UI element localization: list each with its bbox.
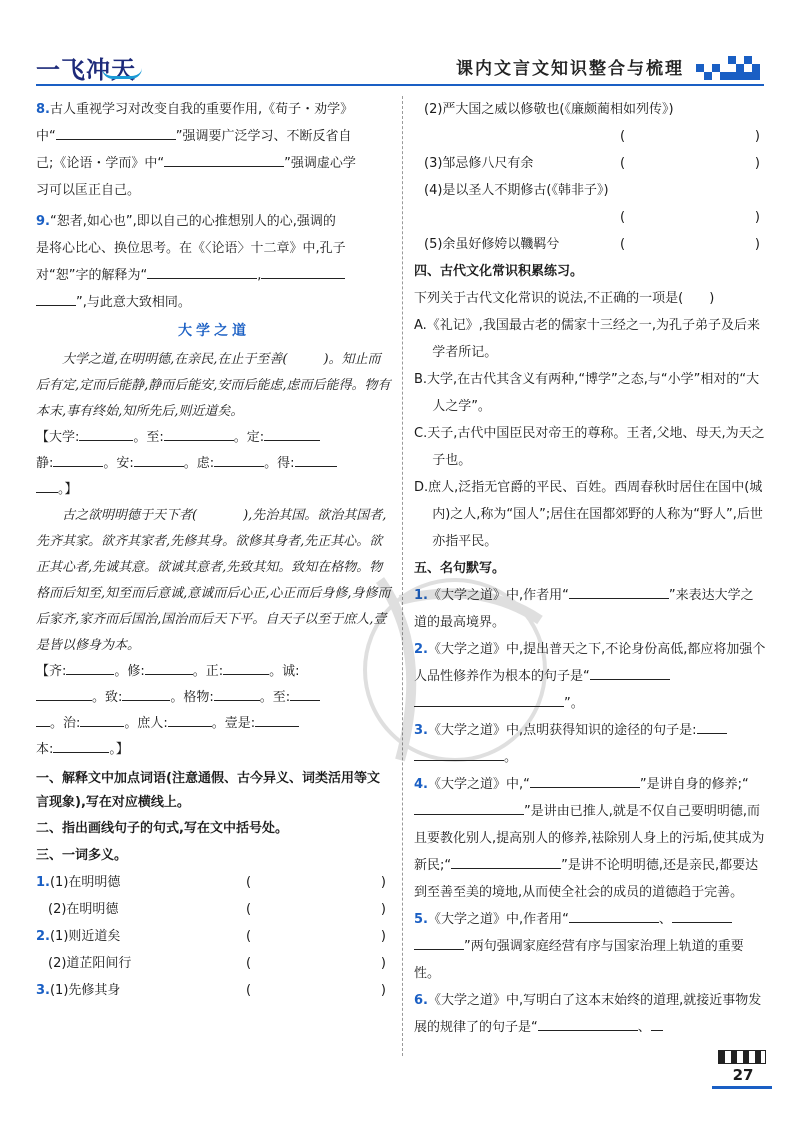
answer-blank[interactable] bbox=[414, 935, 464, 950]
answer-parens[interactable]: ( ) bbox=[620, 210, 760, 225]
answer-blank[interactable] bbox=[80, 712, 124, 727]
classical-text-1: 大学之道,在明明德,在亲民,在止于至善( )。知止而后有定,定而后能静,静而后能安,安而后能虑,虑而后能得。物有本末,事有终始,知所先后,则近道矣。 bbox=[36, 352, 391, 419]
answer-blank[interactable] bbox=[295, 452, 337, 467]
section-title: 大学之道 bbox=[178, 323, 250, 339]
answer-blank[interactable] bbox=[134, 452, 184, 467]
answer-row bbox=[414, 204, 766, 231]
question-8: 8.古人重视学习对改变自我的重要作用,《荀子・劝学》 中“ ”强调要广泛学习、不断反省自 己;《论语・学而》中“ ”强调虚心学 习可以匡正自己。 bbox=[36, 102, 356, 198]
answer-blank[interactable] bbox=[164, 152, 284, 167]
answer-blank[interactable] bbox=[53, 452, 103, 467]
answer-blank[interactable] bbox=[651, 1016, 663, 1031]
polysemy-item: (4)是以圣人不期修古(《韩非子》) bbox=[424, 183, 609, 198]
task-1: 一、解释文中加点词语(注意通假、古今异义、词类活用等文言现象),写在对应横线上。 bbox=[36, 771, 380, 810]
recite-4: 4.《大学之道》中,“ ”是讲自身的修养;“”是讲由已推人,就是不仅自己要明明德,而且要教化别人,提高别人的修养,袪除别人身上的污垢,使其成为新民;“ ”是讲不论明明德,还是亲民,都要达到至善至美的境地,从而使全社会的成员的道德趋于完善。 bbox=[414, 771, 766, 906]
answer-blank[interactable] bbox=[36, 686, 92, 701]
answer-blank[interactable] bbox=[672, 908, 732, 923]
checkered-flag-icon bbox=[718, 1050, 766, 1064]
option-d[interactable]: D.庶人,泛指无官爵的平民、百姓。西周春秋时居住在国中(城内)之人,称为“国人”;居住在国都郊野的人称为“野人”,后世亦指平民。 bbox=[414, 480, 763, 549]
answer-blank[interactable] bbox=[168, 712, 212, 727]
answer-blank[interactable] bbox=[255, 712, 299, 727]
answer-blank[interactable] bbox=[122, 686, 170, 701]
recite-2: 2.《大学之道》中,提出普天之下,不论身份高低,都应将加强个人品性修养作为根本的句子是“ ”。 bbox=[414, 642, 766, 711]
answer-blank[interactable] bbox=[36, 291, 76, 306]
answer-blank[interactable] bbox=[290, 686, 320, 701]
left-column bbox=[36, 96, 392, 1004]
watermark-logo-icon bbox=[340, 560, 570, 780]
task-4: 四、古代文化常识积累练习。 bbox=[414, 264, 584, 279]
answer-blank[interactable] bbox=[451, 854, 561, 869]
polysemy-item: (5)余虽好修姱以鞿羁兮 ( ) bbox=[414, 231, 766, 258]
gloss-line-1: 【大学: 。至: 。定: 静: 。安: 。虑: 。得: 。】 bbox=[36, 425, 392, 503]
answer-blank[interactable] bbox=[261, 264, 345, 279]
answer-blank[interactable] bbox=[36, 712, 50, 727]
answer-blank[interactable] bbox=[53, 738, 109, 753]
recite-6: 6.《大学之道》中,写明白了这本末始终的道理,就接近事物发展的规律了的句子是“ 、 bbox=[414, 993, 762, 1035]
answer-blank[interactable] bbox=[538, 1016, 638, 1031]
polysemy-item: (3)邹忌修八尺有余 ( ) bbox=[414, 150, 766, 177]
answer-parens[interactable]: ( ) bbox=[246, 902, 386, 917]
answer-parens[interactable]: ( ) bbox=[246, 875, 386, 890]
answer-blank[interactable] bbox=[697, 719, 727, 734]
answer-blank[interactable] bbox=[147, 264, 257, 279]
polysemy-item: (2)严大国之威以修敬也(《廉颇蔺相如列传》) bbox=[424, 102, 674, 117]
answer-parens[interactable]: ( ) bbox=[246, 956, 386, 971]
answer-parens[interactable]: ( ) bbox=[246, 929, 386, 944]
answer-blank[interactable] bbox=[569, 584, 669, 599]
option-b[interactable]: B.大学,在古代其含义有两种,“博学”之态,与“小学”相对的“大人之学”。 bbox=[414, 372, 760, 414]
answer-parens[interactable]: ( ) bbox=[620, 237, 760, 252]
answer-blank[interactable] bbox=[214, 686, 260, 701]
polysemy-list bbox=[36, 869, 392, 1004]
task-2: 二、指出画线句子的句式,写在文中括号处。 bbox=[36, 821, 288, 836]
mc-stem: 下列关于古代文化常识的说法,不正确的一项是( ) bbox=[414, 291, 715, 306]
recite-1: 1.《大学之道》中,作者用“ ”来表达大学之道的最高境界。 bbox=[414, 582, 766, 636]
answer-blank[interactable] bbox=[145, 660, 193, 675]
answer-blank[interactable] bbox=[223, 660, 269, 675]
polysemy-item: (2)在明明德 ( ) bbox=[36, 896, 392, 923]
answer-blank[interactable] bbox=[36, 478, 58, 493]
option-c[interactable]: C.天子,古代中国臣民对帝王的尊称。王者,父地、母天,为天之子也。 bbox=[414, 426, 765, 468]
task-3: 三、一词多义。 bbox=[36, 848, 128, 863]
question-9: 9.“恕者,如心也”,即以自己的心推想别人的心,强调的 是将心比心、换位思考。在《〈论语〉十二章》中,孔子 对“恕”字的解释为“ , ”,与此意大致相同。 bbox=[36, 214, 346, 310]
polysemy-item: 1.(1)在明明德 ( ) bbox=[36, 869, 392, 896]
brand-logo: 一飞冲天 bbox=[36, 55, 136, 84]
answer-parens[interactable]: ( ) bbox=[620, 129, 760, 144]
answer-parens[interactable]: ( ) bbox=[246, 983, 386, 998]
answer-blank[interactable] bbox=[214, 452, 264, 467]
gloss-line-2: 【齐: 。修: 。正: 。诚: 。致: 。格物: 。至: 。治: 。庶人: 。壹是: 本: 。】 bbox=[36, 659, 392, 763]
page-header bbox=[36, 44, 764, 88]
checker-pattern-icon bbox=[696, 52, 760, 80]
answer-row bbox=[414, 123, 766, 150]
option-a[interactable]: A.《礼记》,我国最古老的儒家十三经之一,为孔子弟子及后来学者所记。 bbox=[414, 318, 761, 360]
recite-5: 5.《大学之道》中,作者用“ 、 ”两句强调家庭经营有序与国家治理上轨道的重要性。 bbox=[414, 906, 766, 987]
polysemy-item: (2)道芷阳间行 ( ) bbox=[36, 950, 392, 977]
answer-blank[interactable] bbox=[56, 125, 176, 140]
answer-blank[interactable] bbox=[66, 660, 114, 675]
polysemy-item: 2.(1)则近道矣 ( ) bbox=[36, 923, 392, 950]
page-number: 27 bbox=[732, 1066, 754, 1084]
answer-blank[interactable] bbox=[414, 800, 524, 815]
answer-parens[interactable]: ( ) bbox=[620, 156, 760, 171]
recite-3: 3.《大学之道》中,点明获得知识的途径的句子是: 。 bbox=[414, 717, 766, 771]
answer-blank[interactable] bbox=[569, 908, 659, 923]
header-rule bbox=[36, 84, 764, 86]
answer-blank[interactable] bbox=[264, 426, 320, 441]
classical-text-2: 古之欲明明德于天下者( ),先治其国。欲治其国者,先齐其家。欲齐其家者,先修其身。欲修其身者,先正其心。欲正其心者,先诚其意。欲诚其意者,先致其知。致知在格物。物格而后知至,知至而后意诚,意诚而后心正,心正而后身修,身修而后家齐,家齐而后国治,国治而后天下平。自天子以至于庶人,壹是皆以修身为本。 bbox=[36, 508, 391, 653]
answer-blank[interactable] bbox=[590, 665, 670, 680]
answer-blank[interactable] bbox=[164, 426, 234, 441]
task-5: 五、名句默写。 bbox=[414, 561, 506, 576]
answer-blank[interactable] bbox=[79, 426, 133, 441]
polysemy-item: 3.(1)先修其身 ( ) bbox=[36, 977, 392, 1004]
logo-swoosh-icon bbox=[102, 68, 142, 79]
footer-rule bbox=[712, 1086, 772, 1089]
header-title: 课内文言文知识整合与梳理 bbox=[456, 59, 684, 79]
